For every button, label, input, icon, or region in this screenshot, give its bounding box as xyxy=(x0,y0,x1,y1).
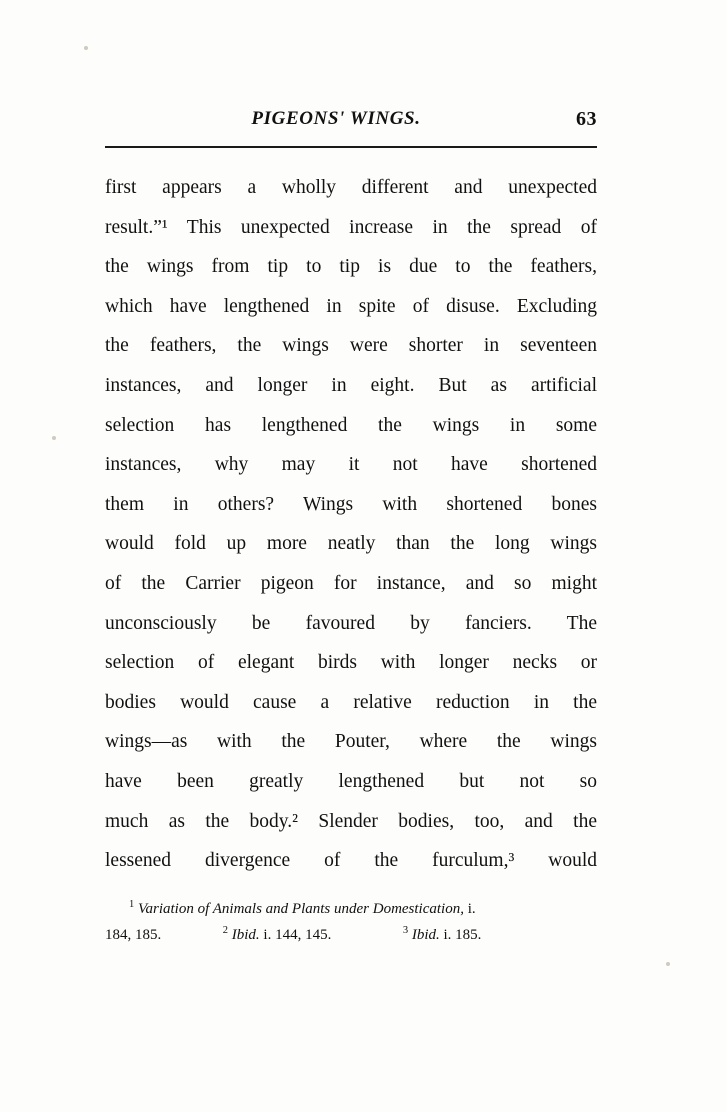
footnote-marker: 1 xyxy=(129,899,135,910)
body-line: the feathers, the wings were shorter in seventeen xyxy=(105,335,597,357)
body-line: much as the body.² Slender bodies, too, and the xyxy=(105,810,597,832)
body-line: wings—as with the Pouter, where the wings xyxy=(105,731,597,753)
footnote-continuation xyxy=(105,922,597,948)
footnote-ref: i. 185. xyxy=(443,927,482,943)
footnote-marker: 2 xyxy=(222,925,228,936)
footnote-1 xyxy=(105,896,597,922)
body-line: would fold up more neatly than the long wings xyxy=(105,533,597,555)
footnote-title: Variation of Animals and Plants under Domestication, xyxy=(138,901,464,917)
footnote-marker: 3 xyxy=(402,925,409,936)
body-text xyxy=(105,168,597,881)
running-title: PIGEONS' WINGS. xyxy=(251,108,421,129)
footnote-title: Ibid. xyxy=(231,927,260,943)
header-rule xyxy=(105,146,597,148)
body-line: have been greatly lengthened but not so xyxy=(105,770,597,792)
body-line: result.”¹ This unexpected increase in the spread of xyxy=(105,216,597,238)
body-line: instances, and longer in eight. But as artificial xyxy=(105,374,597,396)
body-line: of the Carrier pigeon for instance, and so might xyxy=(105,572,597,594)
body-line: bodies would cause a relative reduction in the xyxy=(105,691,597,713)
body-line: selection of elegant birds with longer necks or xyxy=(105,652,597,674)
body-line: them in others? Wings with shortened bones xyxy=(105,493,597,515)
footnote-title: Ibid. xyxy=(411,927,440,943)
body-line: unconsciously be favoured by fanciers. The xyxy=(105,612,597,634)
body-line: instances, why may it not have shortened xyxy=(105,454,597,476)
footnotes xyxy=(105,896,597,948)
paper-speck xyxy=(84,46,88,50)
footnote-ref-part: i. xyxy=(467,901,476,917)
body-line: the wings from tip to tip is due to the feathers, xyxy=(105,256,597,278)
paper-speck xyxy=(52,436,56,440)
body-line: first appears a wholly different and unexpected xyxy=(105,177,597,198)
body-line: selection has lengthened the wings in some xyxy=(105,414,597,436)
body-line: which have lengthened in spite of disuse. Excluding xyxy=(105,295,597,317)
paper-speck xyxy=(666,962,670,966)
body-line: lessened divergence of the furculum,³ would xyxy=(105,850,597,872)
page-number: 63 xyxy=(576,108,597,130)
page-header xyxy=(105,108,597,142)
footnote-ref: i. 144, 145. xyxy=(263,927,332,943)
footnote-ref: 184, 185. xyxy=(105,927,162,943)
